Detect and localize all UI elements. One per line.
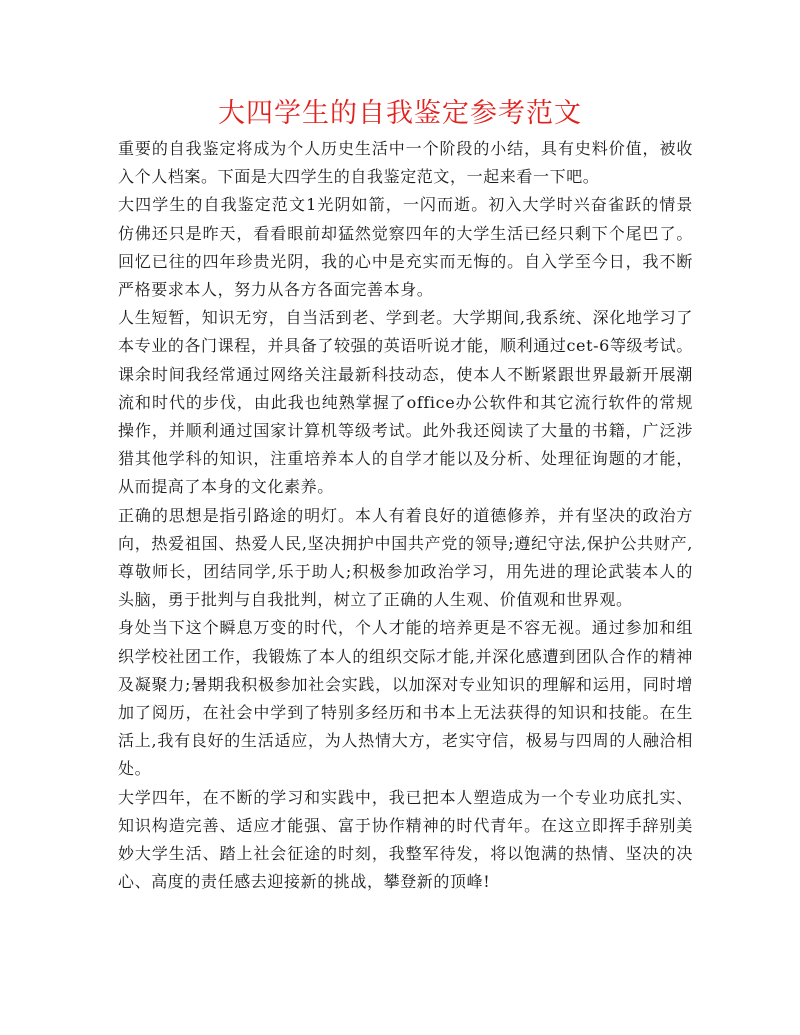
- document-body: [118, 135, 693, 896]
- paragraph-5: 大学四年，在不断的学习和实践中，我已把本人塑造成为一个专业功底扎实、知识构造完善、适应才能强、富于协作精神的时代青年。在这立即挥手辞别美妙大学生活、踏上社会征途的时刻，我整军待发，将以饱满的热情、坚决的决心、高度的责任感去迎接新的挑战，攀登新的顶峰!: [118, 787, 693, 892]
- paragraph-intro: 重要的自我鉴定将成为个人历史生活中一个阶段的小结，具有史料价值，被收入个人档案。下面是大四学生的自我鉴定范文，一起来看一下吧。: [118, 139, 693, 187]
- document-title: 大四学生的自我鉴定参考范文: [218, 98, 582, 129]
- paragraph-4: 身处当下这个瞬息万变的时代，个人才能的培养更是不容无视。通过参加和组织学校社团工作，我锻炼了本人的组织交际才能,并深化感遭到团队合作的精神及凝聚力;暑期我积极参加社会实践，以加深对专业知识的理解和运用，同时增加了阅历，在社会中学到了特别多经历和书本上无法获得的知识和技能。在生活上,我有良好的生活适应，为人热情大方，老实守信，极易与四周的人融洽相处。: [118, 618, 693, 779]
- paragraph-1: 大四学生的自我鉴定范文1光阴如箭，一闪而逝。初入大学时兴奋雀跃的情景仿佛还只是昨天，看看眼前却猛然觉察四年的大学生活已经只剩下个尾巴了。回忆已往的四年珍贵光阴，我的心中是充实而无悔的。自入学至今日，我不断严格要求本人，努力从各方各面完善本身。: [118, 195, 693, 300]
- paragraph-2: 人生短暂，知识无穷，自当活到老、学到老。大学期间,我系统、深化地学习了本专业的各门课程，并具备了较强的英语听说才能，顺利通过cet-6等级考试。课余时间我经常通过网络关注最新科技动态，使本人不断紧跟世界最新开展潮流和时代的步伐，由此我也纯熟掌握了office办公软件和其它流行软件的常规操作，并顺利通过国家计算机等级考试。此外我还阅读了大量的书籍，广泛涉猎其他学科的知识，注重培养本人的自学才能以及分析、处理征询题的才能，从而提高了本身的文化素养。: [118, 308, 693, 497]
- paragraph-3: 正确的思想是指引路途的明灯。本人有着良好的道德修养，并有坚决的政治方向，热爱祖国、热爱人民,坚决拥护中国共产党的领导;遵纪守法,保护公共财产,尊敬师长，团结同学,乐于助人;积极参加政治学习，用先进的理论武装本人的头脑，勇于批判与自我批判，树立了正确的人生观、价值观和世界观。: [118, 505, 693, 610]
